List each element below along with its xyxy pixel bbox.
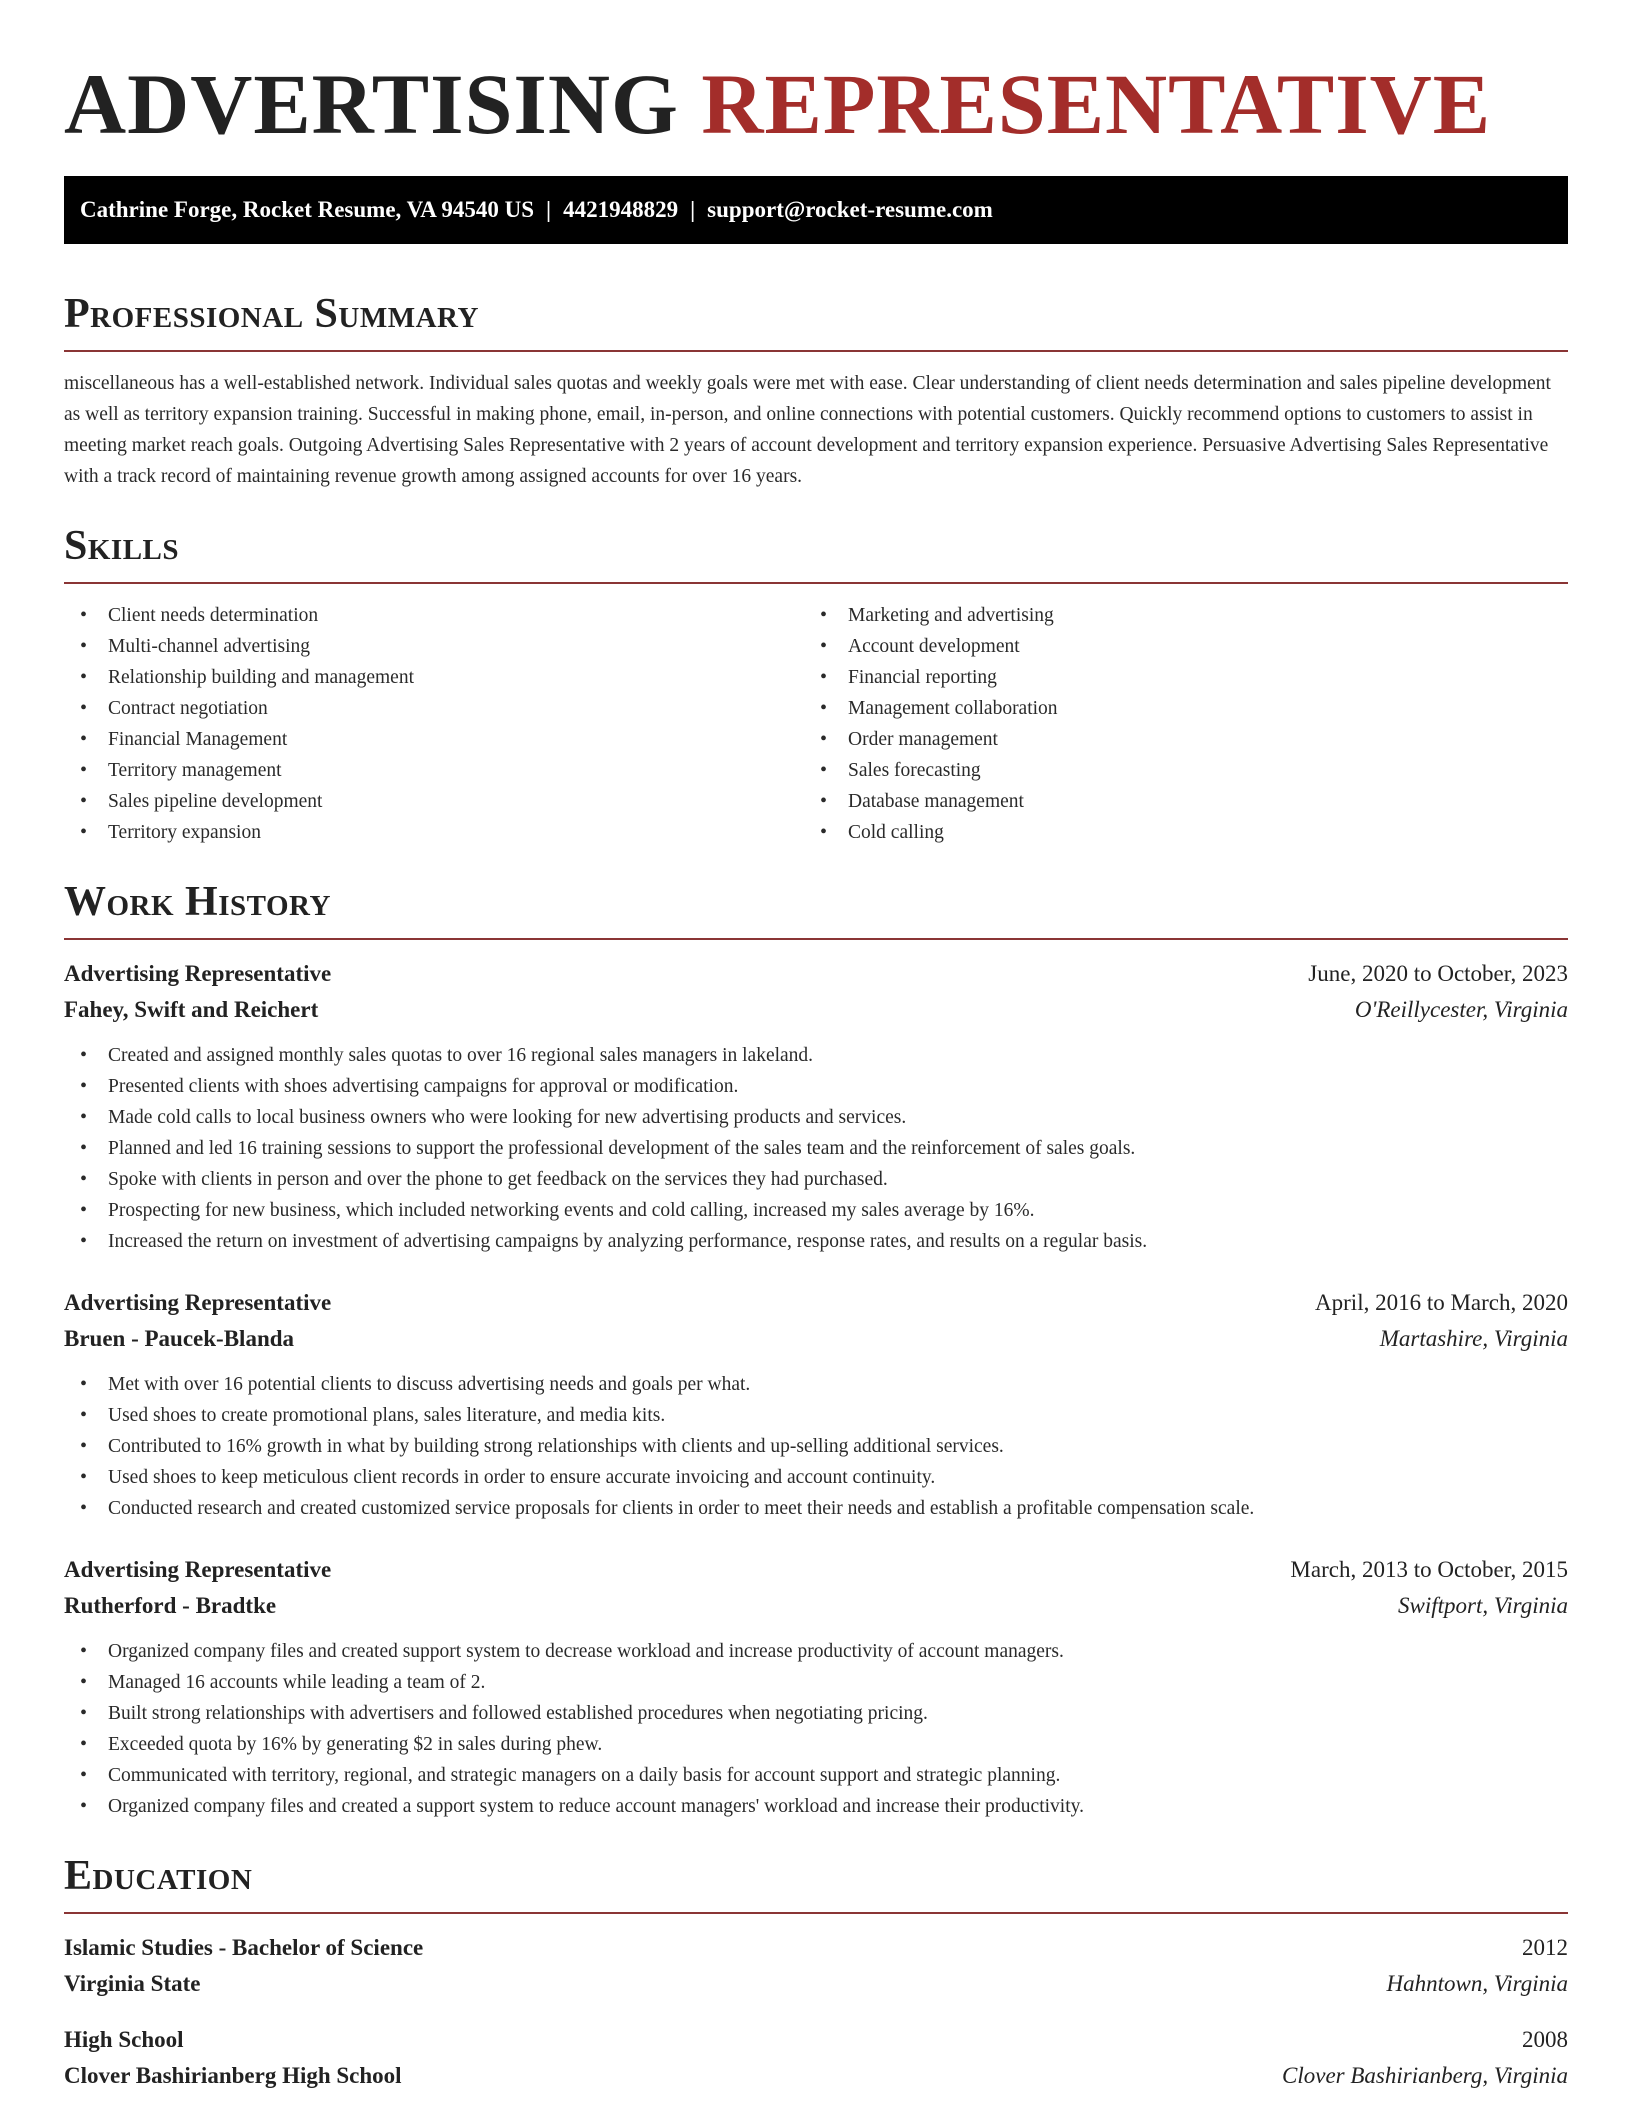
job-company: Rutherford - Bradtke	[64, 1593, 277, 1618]
job-title: Advertising Representative	[64, 1290, 332, 1315]
section-divider	[64, 350, 1568, 352]
job-bullet: • Communicated with territory, regional, and strategic managers on a daily basis for account support and strategic planning.	[64, 1760, 1568, 1791]
education-heading: Education	[64, 1853, 253, 1899]
education-school: Virginia State	[64, 1971, 201, 1996]
resume-title	[64, 0, 1568, 154]
job-company: Fahey, Swift and Reichert	[64, 997, 319, 1022]
education-entry	[64, 2022, 1568, 2094]
education-entry	[64, 1930, 1568, 2002]
summary-text: miscellaneous has a well-established network. Individual sales quotas and weekly goals were met with ease. Clear understanding of client needs determination and sales pipeline development as well as territory expansion training. Successful in making phone, email, in-person, and online connections with potential customers. Quickly recommend options to customers to assist in meeting market reach goals. Outgoing Advertising Sales Representative with 2 years of account development and territory expansion experience. Persuasive Advertising Sales Representative with a track record of maintaining revenue growth among assigned accounts for over 16 years.	[64, 373, 1551, 487]
job-company: Bruen - Paucek-Blanda	[64, 1326, 295, 1351]
skill-item: • Financial reporting	[804, 662, 1544, 693]
job-title-row	[64, 1552, 1568, 1588]
education-school-row	[64, 1966, 1568, 2002]
work-history-heading: Work History	[64, 879, 331, 925]
skill-item: • Order management	[804, 724, 1544, 755]
skill-item: • Multi-channel advertising	[64, 631, 804, 662]
skills-list-left	[64, 600, 804, 848]
education-location: Clover Bashirianberg, Virginia	[1282, 2063, 1568, 2088]
education-school-row	[64, 2058, 1568, 2094]
job-bullet: • Exceeded quota by 16% by generating $2 in sales during phew.	[64, 1729, 1568, 1760]
job-bullet: • Spoke with clients in person and over the phone to get feedback on the services they had purchased.	[64, 1164, 1568, 1195]
job-bullet: • Increased the return on investment of advertising campaigns by analyzing performance, response rates, and results on a regular basis.	[64, 1226, 1568, 1257]
education-degree: High School	[64, 2027, 184, 2052]
job-location: O'Reillycester, Virginia	[1354, 997, 1568, 1022]
skills-grid	[64, 600, 1568, 848]
skill-item: • Contract negotiation	[64, 693, 804, 724]
skill-item: • Management collaboration	[804, 693, 1544, 724]
job-bullet: • Built strong relationships with advertisers and followed established procedures when negotiating pricing.	[64, 1698, 1568, 1729]
education-degree-row	[64, 1930, 1568, 1966]
job-title-row	[64, 1285, 1568, 1321]
contact-email: support@rocket-resume.com	[707, 197, 993, 222]
work-history-section	[64, 874, 1568, 1822]
skill-item: • Sales pipeline development	[64, 786, 804, 817]
skill-item: • Client needs determination	[64, 600, 804, 631]
section-divider	[64, 938, 1568, 940]
job-bullet: • Organized company files and created a support system to reduce account managers' workload and increase their productivity.	[64, 1791, 1568, 1822]
skill-item: • Cold calling	[804, 817, 1544, 848]
skill-item: • Territory expansion	[64, 817, 804, 848]
contact-separator: |	[546, 197, 552, 222]
job-bullet: • Planned and led 16 training sessions to support the professional development of the sales team and the reinforcement of sales goals.	[64, 1133, 1568, 1164]
contact-bar	[64, 176, 1568, 244]
job-entry	[64, 956, 1568, 1257]
education-degree-row	[64, 2022, 1568, 2058]
job-bullets	[64, 1369, 1568, 1524]
job-entry	[64, 1552, 1568, 1822]
job-company-row	[64, 992, 1568, 1028]
education-location: Hahntown, Virginia	[1386, 1971, 1568, 1996]
job-bullets	[64, 1636, 1568, 1822]
job-location: Swiftport, Virginia	[1398, 1593, 1568, 1618]
job-dates: June, 2020 to October, 2023	[1308, 961, 1568, 986]
skill-item: • Territory management	[64, 755, 804, 786]
job-title: Advertising Representative	[64, 1557, 332, 1582]
skill-item: • Sales forecasting	[804, 755, 1544, 786]
job-bullet: • Contributed to 16% growth in what by building strong relationships with clients and up-selling additional services.	[64, 1431, 1568, 1462]
job-bullet: • Used shoes to create promotional plans, sales literature, and media kits.	[64, 1400, 1568, 1431]
education-year: 2008	[1522, 2027, 1568, 2052]
contact-phone: 4421948829	[563, 197, 679, 222]
contact-address: Cathrine Forge, Rocket Resume, VA 94540 US	[80, 197, 535, 222]
skill-item: • Database management	[804, 786, 1544, 817]
summary-section	[64, 286, 1568, 492]
job-bullets	[64, 1040, 1568, 1257]
job-dates: April, 2016 to March, 2020	[1315, 1290, 1568, 1315]
resume-page	[64, 0, 1568, 2094]
skill-item: • Financial Management	[64, 724, 804, 755]
job-company-row	[64, 1321, 1568, 1357]
skill-item: • Relationship building and management	[64, 662, 804, 693]
skill-item: • Account development	[804, 631, 1544, 662]
title-role-word: ADVERTISING	[64, 56, 679, 152]
job-title: Advertising Representative	[64, 961, 332, 986]
education-section	[64, 1848, 1568, 2094]
education-year: 2012	[1522, 1935, 1568, 1960]
job-bullet: • Presented clients with shoes advertising campaigns for approval or modification.	[64, 1071, 1568, 1102]
job-bullet: • Conducted research and created customized service proposals for clients in order to meet their needs and establish a profitable compensation scale.	[64, 1493, 1568, 1524]
job-bullet: • Managed 16 accounts while leading a team of 2.	[64, 1667, 1568, 1698]
skills-list-right	[804, 600, 1544, 848]
education-degree: Islamic Studies - Bachelor of Science	[64, 1935, 424, 1960]
section-divider	[64, 1912, 1568, 1914]
job-company-row	[64, 1588, 1568, 1624]
job-bullet: • Met with over 16 potential clients to discuss advertising needs and goals per what.	[64, 1369, 1568, 1400]
job-bullet: • Organized company files and created support system to decrease workload and increase productivity of account managers.	[64, 1636, 1568, 1667]
education-school: Clover Bashirianberg High School	[64, 2063, 402, 2088]
skills-section	[64, 518, 1568, 848]
job-location: Martashire, Virginia	[1379, 1326, 1568, 1351]
job-entry	[64, 1285, 1568, 1524]
summary-heading: Professional Summary	[64, 291, 479, 337]
skill-item: • Marketing and advertising	[804, 600, 1544, 631]
job-bullet: • Created and assigned monthly sales quotas to over 16 regional sales managers in lakeland.	[64, 1040, 1568, 1071]
contact-separator: |	[690, 197, 696, 222]
job-bullet: • Prospecting for new business, which included networking events and cold calling, increased my sales average by 16%.	[64, 1195, 1568, 1226]
job-bullet: • Made cold calls to local business owners who were looking for new advertising products and services.	[64, 1102, 1568, 1133]
skills-heading: Skills	[64, 523, 180, 569]
section-divider	[64, 582, 1568, 584]
job-dates: March, 2013 to October, 2015	[1290, 1557, 1568, 1582]
job-bullet: • Used shoes to keep meticulous client records in order to ensure accurate invoicing and account continuity.	[64, 1462, 1568, 1493]
title-accent-word: REPRESENTATIVE	[701, 56, 1492, 152]
job-title-row	[64, 956, 1568, 992]
